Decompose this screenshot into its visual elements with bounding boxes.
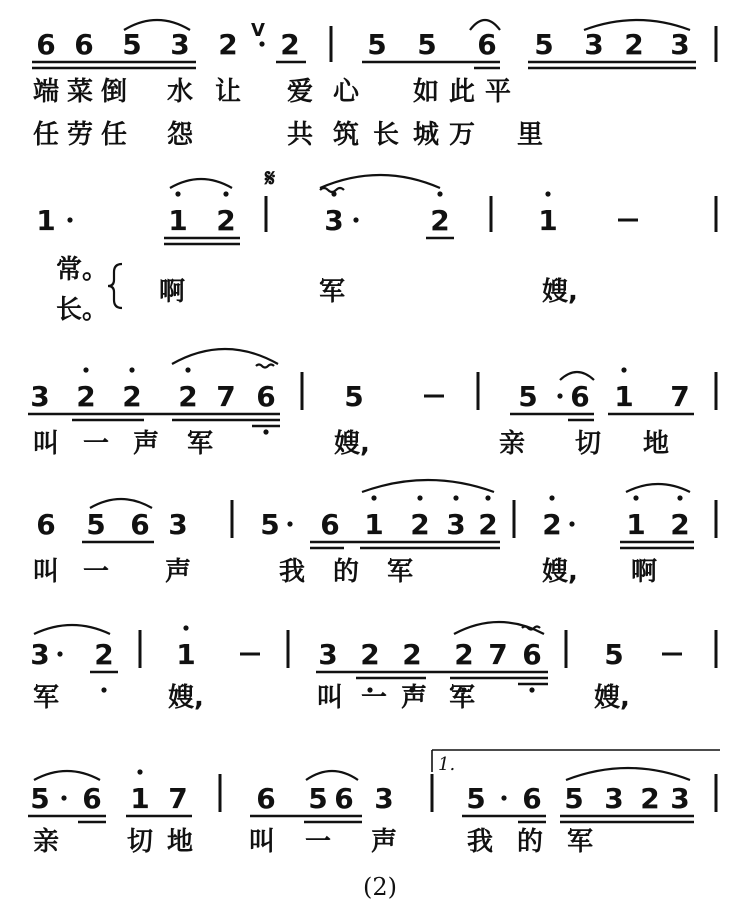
octave-dot xyxy=(371,495,376,500)
note: 6 xyxy=(522,638,542,671)
octave-dot xyxy=(417,495,422,500)
lyric-syllable: 筑 xyxy=(332,120,360,150)
note: 3 xyxy=(374,782,394,815)
note: 5 xyxy=(344,380,364,413)
note: 6 xyxy=(36,508,56,541)
slur-arc xyxy=(306,771,358,780)
slur-arc xyxy=(454,622,544,634)
note: 5 xyxy=(466,782,486,815)
note: 2 xyxy=(624,28,644,61)
note: 6 xyxy=(36,28,56,61)
ornament-mark xyxy=(320,188,344,192)
note: 2 xyxy=(402,638,422,671)
lyric-syllable: 嫂, xyxy=(542,557,578,587)
lyric-syllable: 啊 xyxy=(158,277,186,307)
duration-dot xyxy=(557,393,562,398)
note: 3 xyxy=(170,28,190,61)
lyric-syllable: 城 xyxy=(412,120,440,150)
note: 5 xyxy=(604,638,624,671)
note: 2 xyxy=(360,638,380,671)
lyric-syllable: 平 xyxy=(484,77,512,107)
lyric-syllable: 一 xyxy=(82,429,110,459)
page-number: (2) xyxy=(363,873,397,901)
volta-number: 1. xyxy=(438,754,456,775)
note: 3 xyxy=(30,638,50,671)
note: 7 xyxy=(216,380,236,413)
lyric-syllable: 怨 xyxy=(166,120,194,150)
note: 3 xyxy=(324,204,344,237)
lyric-syllable: 地 xyxy=(642,429,670,459)
note: 2 xyxy=(76,380,96,413)
slur-arc xyxy=(566,768,690,780)
lyric-brace xyxy=(108,264,122,308)
note: 5 xyxy=(367,28,387,61)
octave-dot xyxy=(129,367,134,372)
octave-dot xyxy=(175,191,180,196)
note: 5 xyxy=(86,508,106,541)
lyric-syllable: 我 xyxy=(466,827,494,857)
lyric-syllable: 声 xyxy=(400,683,428,713)
lyric-syllable: 军 xyxy=(566,827,594,857)
duration-dot xyxy=(569,521,574,526)
octave-dot xyxy=(101,687,106,692)
lyric-syllable: 嫂, xyxy=(594,683,630,713)
note: 5 xyxy=(534,28,554,61)
lyric-syllable: 嫂, xyxy=(168,683,204,713)
lyric-syllable: 的 xyxy=(332,557,360,587)
lyric-syllable: 亲 xyxy=(32,827,60,857)
lyric-syllable: 叫 xyxy=(248,827,276,857)
octave-dot xyxy=(263,429,268,434)
octave-dot xyxy=(437,191,442,196)
slur-arc xyxy=(170,179,232,188)
duration-dot xyxy=(501,795,506,800)
note: 3 xyxy=(670,28,690,61)
note: 2 xyxy=(454,638,474,671)
note: 2 xyxy=(218,28,238,61)
duration-dot xyxy=(353,217,358,222)
lyric-syllable: 声 xyxy=(132,429,160,459)
note: 6 xyxy=(82,782,102,815)
note: 2 xyxy=(430,204,450,237)
note: 2 xyxy=(280,28,300,61)
duration-dot xyxy=(57,651,62,656)
note: 3 xyxy=(318,638,338,671)
note: 1 xyxy=(614,380,634,413)
lyric-syllable: 嫂, xyxy=(542,277,578,307)
octave-dot xyxy=(677,495,682,500)
note: 7 xyxy=(488,638,508,671)
lyric-syllable: 军 xyxy=(186,429,214,459)
lyric-syllable: 地 xyxy=(166,827,194,857)
octave-dot xyxy=(621,367,626,372)
lyric-syllable: 的 xyxy=(516,827,544,857)
lyric-syllable: 军 xyxy=(386,557,414,587)
ornament-mark xyxy=(256,365,274,368)
duration-dot xyxy=(67,217,72,222)
slur-arc xyxy=(320,175,440,188)
lyric-syllable: 心 xyxy=(332,77,360,107)
note: 5 xyxy=(30,782,50,815)
note: 1 xyxy=(176,638,196,671)
lyric-syllable: 共 xyxy=(286,120,314,150)
note: 5 xyxy=(564,782,584,815)
note: 2 xyxy=(542,508,562,541)
lyric-syllable: 一 xyxy=(360,683,388,713)
note: 3 xyxy=(168,508,188,541)
note: 1 xyxy=(364,508,384,541)
slur-arc xyxy=(560,372,594,380)
note: 7 xyxy=(168,782,188,815)
slur-arc xyxy=(626,484,690,492)
note: 1 xyxy=(168,204,188,237)
octave-dot xyxy=(453,495,458,500)
note: 5 xyxy=(518,380,538,413)
note: 3 xyxy=(584,28,604,61)
slur-arc xyxy=(34,625,110,634)
breath-mark: V xyxy=(251,20,265,41)
note: 1 xyxy=(130,782,150,815)
octave-dot xyxy=(183,625,188,630)
lyric-syllable: 叫 xyxy=(316,683,344,713)
octave-dot xyxy=(529,687,534,692)
segno-sign: 𝄋 xyxy=(264,164,276,192)
note: 6 xyxy=(477,28,497,61)
note: 5 xyxy=(260,508,280,541)
lyric-syllable: 长 xyxy=(372,120,400,150)
duration-dot xyxy=(287,521,292,526)
slur-arc xyxy=(362,480,494,492)
lyric-syllable: 水 xyxy=(166,77,194,107)
note: 2 xyxy=(478,508,498,541)
lyric-syllable: 啊 xyxy=(630,557,658,587)
note: 2 xyxy=(410,508,430,541)
note: 6 xyxy=(74,28,94,61)
slur-arc xyxy=(172,349,278,364)
lyric-syllable: 军 xyxy=(318,277,346,307)
lyric-syllable: 倒 xyxy=(100,77,128,107)
lyric-syllable: 劳 xyxy=(66,120,94,150)
octave-dot xyxy=(485,495,490,500)
slur-arc xyxy=(34,771,100,780)
lyric-syllable: 叫 xyxy=(32,429,60,459)
lyric-syllable: 一 xyxy=(304,827,332,857)
note: 2 xyxy=(122,380,142,413)
lyric-syllable: 声 xyxy=(370,827,398,857)
lyric-syllable: 长。 xyxy=(55,295,109,325)
lyric-syllable: 我 xyxy=(278,557,306,587)
lyric-syllable: 军 xyxy=(448,683,476,713)
note: 5 xyxy=(308,782,328,815)
note: 3 xyxy=(604,782,624,815)
lyric-syllable: 切 xyxy=(126,827,154,857)
lyric-syllable: 切 xyxy=(574,429,602,459)
note: 6 xyxy=(570,380,590,413)
octave-dot xyxy=(185,367,190,372)
octave-dot xyxy=(549,495,554,500)
note: 3 xyxy=(446,508,466,541)
note: 6 xyxy=(130,508,150,541)
lyric-syllable: 常。 xyxy=(55,255,109,285)
lyric-syllable: 军 xyxy=(32,683,60,713)
duration-dot xyxy=(61,795,66,800)
note: 6 xyxy=(256,380,276,413)
lyric-syllable: 叫 xyxy=(32,557,60,587)
note: 6 xyxy=(320,508,340,541)
note: 6 xyxy=(256,782,276,815)
note: 3 xyxy=(30,380,50,413)
note: 2 xyxy=(670,508,690,541)
note: 1 xyxy=(626,508,646,541)
note: 6 xyxy=(334,782,354,815)
lyric-syllable: 端 xyxy=(32,77,60,107)
octave-dot xyxy=(545,191,550,196)
octave-dot xyxy=(633,495,638,500)
octave-dot xyxy=(137,769,142,774)
note: 5 xyxy=(417,28,437,61)
note: 1 xyxy=(36,204,56,237)
lyric-syllable: 让 xyxy=(214,77,242,107)
lyric-syllable: 任 xyxy=(100,120,128,150)
note: 1 xyxy=(538,204,558,237)
lyric-syllable: 声 xyxy=(164,557,192,587)
lyric-syllable: 一 xyxy=(82,557,110,587)
lyric-syllable: 任 xyxy=(32,120,60,150)
note: 2 xyxy=(640,782,660,815)
note: 2 xyxy=(178,380,198,413)
note: 6 xyxy=(522,782,542,815)
lyric-syllable: 此 xyxy=(448,77,476,107)
lyric-syllable: 如 xyxy=(412,77,440,107)
octave-dot xyxy=(223,191,228,196)
slur-arc xyxy=(90,499,152,508)
note: 5 xyxy=(122,28,142,61)
lyric-syllable: 菜 xyxy=(66,77,94,107)
lyric-syllable: 亲 xyxy=(498,429,526,459)
lyric-syllable: 里 xyxy=(516,120,544,150)
note: 2 xyxy=(94,638,114,671)
note: 7 xyxy=(670,380,690,413)
octave-dot xyxy=(83,367,88,372)
lyric-syllable: 嫂, xyxy=(334,429,370,459)
note: 3 xyxy=(670,782,690,815)
lyric-syllable: 万 xyxy=(448,120,476,150)
note: 2 xyxy=(216,204,236,237)
lyric-syllable: 爱 xyxy=(286,77,314,107)
duration-dot xyxy=(259,41,264,46)
